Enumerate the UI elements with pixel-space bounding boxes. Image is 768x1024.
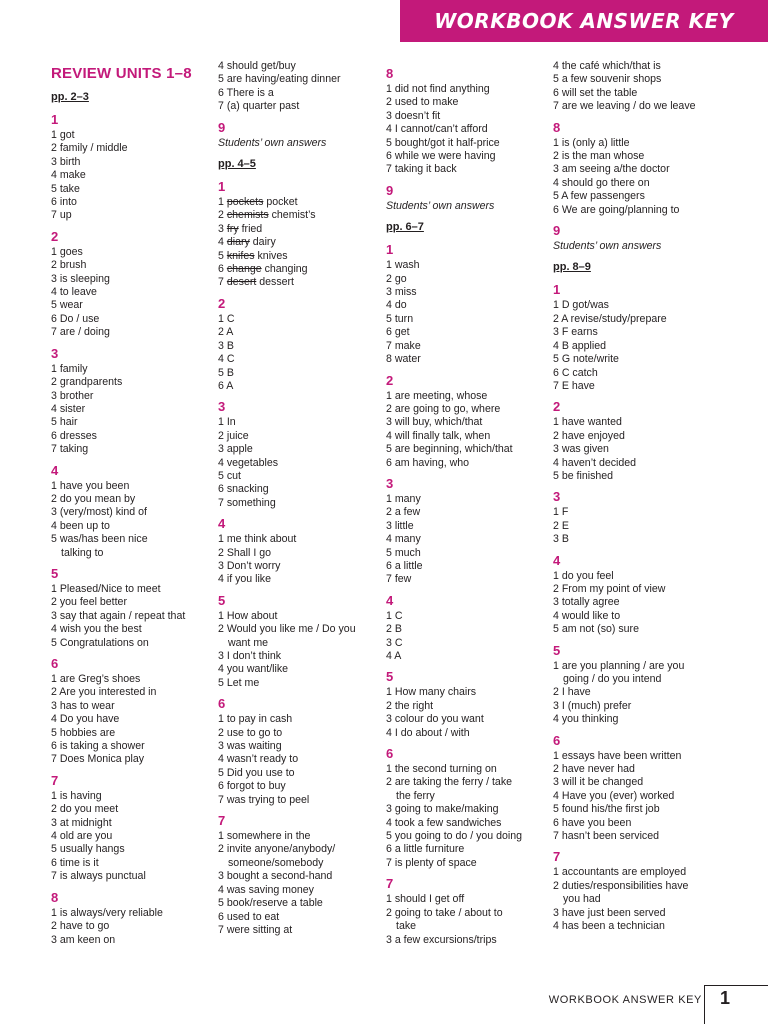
answer-item: 5 usually hangs [51,843,125,856]
exercise-number: 1 [553,282,561,298]
answer-item: 4 should go there on [553,176,650,189]
answer-item: 2 go [386,272,407,285]
answer-item: 4 took a few sandwiches [386,816,502,829]
answer-item: 2 use to go to [218,726,283,739]
answer-item: 7 E have [553,379,595,392]
answer-item: 4 old are you [51,830,113,843]
answer-item: 5 wear [51,299,83,312]
page-range-heading: pp. 2–3 [51,91,89,103]
answer-item: 4 Do you have [51,713,120,726]
answer-item: 4 do [386,299,407,312]
exercise-number: 6 [553,732,561,748]
answer-item: 4 Have you (ever) worked [553,789,675,802]
answer-item: 6 am having, who [386,456,470,469]
answer-item: 4 should get/buy [218,60,296,72]
exercise-number: 7 [553,849,561,865]
exercise-number: 1 [386,242,394,258]
exercise-number: 2 [51,228,59,244]
answer-item: 2 the right [386,699,434,712]
answer-item: 1 did not find anything [386,83,490,95]
exercise-number: 2 [553,399,561,415]
answer-item: 2 you feel better [51,596,127,609]
answer-item: 5 Congratulations on [51,636,149,649]
answer-item: 2 do you meet [51,803,119,816]
answer-item: 2 A [218,326,234,339]
answer-item: 5 take [51,182,80,195]
answer-item: 6 There is a [218,86,274,99]
answer-item: 6 used to eat [218,910,280,923]
answer-continuation: take [396,920,417,933]
exercise-number: 9 [386,182,394,198]
answer-item: 5 am not (so) sure [553,623,639,636]
answer-item: 1 is always/very reliable [51,906,163,919]
answer-item: 3 have just been served [553,906,666,919]
exercise-number: 5 [218,592,226,608]
answer-item: 5 book/reserve a table [218,897,323,910]
struck-word: change [226,263,262,276]
answer-item: 5 much [386,546,421,559]
answer-item: 6 dresses [51,429,97,442]
answer-item: 1 is having [51,789,102,802]
exercise-number: 5 [553,642,561,658]
answer-item: 4 has been a technician [553,920,665,933]
answer-item: 4 I do about / with [386,726,470,739]
answer-item: 1 C [218,312,235,325]
answer-item: 6 forgot to buy [218,780,286,793]
answer-item: 3 birth [51,155,81,168]
answer-item: 6 have you been [553,816,632,829]
answer-item: 4 you thinking [553,713,619,726]
answer-item: 4 many [386,533,421,546]
answer-index: 7 [218,276,224,289]
answer-item: 1 essays have been written [553,749,682,762]
answer-item: 5 bought/got it half-price [386,136,500,149]
answer-continuation: going / do you intend [563,673,662,685]
header-banner [400,0,768,42]
answer-item: 7 (a) quarter past [218,100,300,113]
answer-item: 1 wash [386,259,420,272]
answer-item: 1 have wanted [553,416,622,429]
answer-item: 6 is taking a shower [51,740,145,753]
answer-index: 6 [218,263,224,276]
answer-item: 3 was waiting [218,740,282,753]
exercise-number: 6 [386,746,394,762]
answer-item: 4 to leave [51,286,97,299]
answer-column-4 [553,60,753,934]
corrected-word: changing [264,263,308,276]
answer-item: 3 bought a second-hand [218,870,333,883]
answer-continuation: the ferry [396,789,435,802]
answer-item: 6 into [51,196,77,209]
answer-item: 3 B [553,533,569,546]
answer-continuation: talking to [61,546,104,559]
answer-item: 6 will set the table [553,86,638,99]
answer-item: 1 F [553,506,569,519]
answer-index: 2 [218,209,224,222]
answer-item: 1 have you been [51,479,130,492]
answer-correction [218,209,380,222]
answer-item: 7 taking [51,443,89,456]
answer-item: 3 I don’t think [218,650,282,662]
struck-word: fry [226,222,239,235]
answer-item: 1 somewhere in the [218,830,311,843]
answer-column-2 [218,60,380,937]
answer-item: 1 How many chairs [386,686,477,699]
answer-item: 7 was trying to peel [218,793,310,806]
answer-item: 2 going to take / about to [386,906,503,919]
corrected-word: knives [257,249,288,262]
answer-item: 5 turn [386,312,414,325]
answer-item: 3 am keen on [51,933,116,946]
exercise-number: 8 [553,119,561,135]
answer-item: 4 been up to [51,519,110,532]
answer-item: 6 while we were having [386,150,496,163]
answer-item: 1 to pay in cash [218,713,293,726]
exercise-number: 3 [386,475,394,491]
answer-item: 8 water [386,353,421,366]
answer-note: Students’ own answers [218,136,327,149]
answer-item: 6 get [386,326,410,339]
answer-item: 4 wasn’t ready to [218,753,299,766]
answer-item: 7 are / doing [51,326,110,339]
answer-item: 7 hasn’t been serviced [553,830,660,843]
corrected-word: dessert [259,276,295,289]
answer-item: 5 cut [218,469,241,482]
answer-continuation: you had [563,893,601,906]
answer-item: 1 family [51,362,88,375]
footer-label: WORKBOOK ANSWER KEY [548,994,702,1006]
struck-word: diary [226,236,250,249]
exercise-number: 3 [553,489,561,505]
answer-column-3 [386,60,548,947]
answer-item: 7 something [218,496,276,509]
answer-correction [218,236,380,249]
page-number: 1 [720,988,731,1008]
answer-item: 4 vegetables [218,456,279,469]
answer-item: 4 B applied [553,339,607,352]
exercise-number: 4 [218,516,226,532]
exercise-number: 2 [218,295,226,311]
answer-item: 2 invite anyone/anybody/ [218,843,336,856]
answer-item: 2 are taking the ferry / take [386,776,513,789]
answer-index: 1 [218,196,224,209]
answer-item: 2 Shall I go [218,546,272,559]
answer-item: 2 brush [51,259,87,272]
answer-item: 2 juice [218,429,249,442]
answer-correction [218,223,380,236]
footer-divider-top [704,985,768,986]
page-range-heading: pp. 4–5 [218,158,256,171]
answer-item: 6 We are going/planning to [553,203,680,216]
exercise-number: 5 [51,565,59,581]
struck-word: knifes [226,249,255,262]
answer-item: 3 (very/most) kind of [51,506,147,519]
answer-note: Students’ own answers [386,199,495,212]
answer-item: 7 Does Monica play [51,753,145,766]
answer-item: 6 Do / use [51,312,100,325]
answer-item: 3 apple [218,443,253,456]
answer-item: 2 a few [386,506,421,519]
answer-item: 2 are going to go, where [386,402,501,415]
answer-item: 5 A few passengers [553,190,645,203]
exercise-number: 6 [218,696,226,712]
answer-item: 2 I have [553,686,591,699]
answer-correction [218,276,380,289]
page-range-heading: pp. 6–7 [386,221,424,234]
answer-item: 3 F earns [553,326,598,339]
answer-item: 6 A [218,379,234,392]
answer-item: 4 C [218,353,235,366]
answer-item: 4 was saving money [218,883,314,896]
answer-item: 7 up [51,209,72,222]
answer-item: 7 make [386,339,421,352]
answer-item: 1 me think about [218,533,297,546]
answer-item: 5 was/has been nice [51,533,148,546]
exercise-number: 4 [51,462,59,478]
answer-index: 3 [218,222,224,235]
answer-item: 6 time is it [51,856,99,869]
answer-item: 4 if you like [218,573,271,586]
answer-item: 3 has to wear [51,699,115,712]
answer-item: 3 doesn’t fit [386,109,441,122]
exercise-number: 8 [386,66,394,81]
answer-item: 5 be finished [553,469,614,482]
answer-item: 1 got [51,129,75,141]
exercise-number: 3 [218,399,226,415]
answer-item: 4 you want/like [218,663,289,676]
corrected-word: dairy [252,236,276,249]
answer-item: 5 hobbies are [51,726,116,739]
answer-column-1 [51,60,211,947]
answer-item: 7 taking it back [386,163,457,176]
answer-item: 4 would like to [553,609,621,622]
answer-item: 3 little [386,519,414,532]
answer-item: 7 is always punctual [51,870,146,883]
answer-item: 3 a few excursions/trips [386,933,497,946]
answer-item: 3 say that again / repeat that [51,609,186,622]
answer-item: 2 Are you interested in [51,686,157,699]
answer-item: 6 snacking [218,483,269,496]
answer-item: 4 sister [51,402,86,415]
answer-item: 1 many [386,492,421,505]
exercise-number: 3 [51,345,59,361]
exercise-number: 1 [51,112,59,127]
answer-item: 5 you going to do / you doing [386,830,523,843]
answer-item: 3 I (much) prefer [553,699,632,712]
answer-item: 4 haven’t decided [553,456,637,469]
answer-correction [218,250,380,263]
answer-item: 2 A revise/study/prepare [553,312,667,325]
exercise-number: 6 [51,656,59,671]
answer-item: 3 going to make/making [386,803,499,816]
answer-item: 5 Did you use to [218,766,295,779]
answer-item: 5 G note/write [553,353,619,366]
answer-item: 4 wish you the best [51,623,142,636]
corrected-word: fried [241,222,263,235]
answer-item: 2 have to go [51,920,110,933]
answer-item: 3 will it be changed [553,776,644,789]
struck-word: desert [226,276,257,289]
page-range-heading: pp. 8–9 [553,261,591,274]
answer-item: 1 Pleased/Nice to meet [51,582,161,595]
answer-item: 4 I cannot/can’t afford [386,123,488,136]
answer-item: 5 are beginning, which/that [386,443,513,456]
answer-item: 3 am seeing a/the doctor [553,163,670,176]
answer-correction [218,196,380,209]
answer-item: 1 are you planning / are you [553,659,685,672]
answer-item: 6 a little [386,559,423,572]
answer-index: 4 [218,236,224,249]
answer-item: 1 accountants are employed [553,866,687,879]
answer-item: 3 was given [553,443,609,456]
answer-item: 2 family / middle [51,142,128,155]
answer-item: 1 the second turning on [386,763,497,776]
footer-divider [704,985,705,1024]
answer-index: 5 [218,249,224,262]
answer-item: 7 is plenty of space [386,856,477,869]
answer-correction [218,263,380,276]
answer-item: 2 From my point of view [553,582,666,595]
exercise-number: 7 [218,813,226,829]
answer-item: 5 B [218,366,234,379]
answer-item: 2 have never had [553,763,635,776]
answer-item: 3 is sleeping [51,272,110,285]
answer-item: 1 D got/was [553,299,609,312]
section-title: REVIEW UNITS 1–8 [51,65,192,82]
answer-item: 1 is (only a) little [553,136,630,149]
answer-item: 2 is the man whose [553,150,645,163]
exercise-number: 7 [386,876,394,892]
answer-item: 1 How about [218,609,278,622]
answer-item: 4 will finally talk, when [386,429,491,442]
answer-item: 3 B [218,339,234,352]
answer-item: 3 at midnight [51,816,112,829]
exercise-number: 9 [553,223,561,239]
answer-note: Students’ own answers [553,240,662,253]
answer-item: 3 brother [51,389,94,402]
answer-item: 2 E [553,519,569,532]
answer-item: 1 should I get off [386,893,465,906]
answer-item: 4 the café which/that is [553,60,661,72]
answer-item: 2 have enjoyed [553,429,625,442]
answer-item: 7 few [386,573,412,586]
answer-item: 2 used to make [386,96,459,109]
banner-title: WORKBOOK ANSWER KEY [434,9,734,33]
answer-item: 6 a little furniture [386,843,465,856]
exercise-number: 8 [51,889,59,905]
answer-item: 1 are Greg’s shoes [51,673,141,685]
answer-item: 4 make [51,169,86,182]
answer-item: 6 C catch [553,366,598,379]
answer-item: 5 Let me [218,676,260,689]
answer-item: 1 C [386,609,403,622]
answer-item: 5 hair [51,416,78,429]
answer-item: 2 grandparents [51,376,123,389]
answer-continuation: someone/somebody [228,856,324,869]
answer-item: 5 found his/the first job [553,803,660,816]
exercise-number: 4 [386,592,394,608]
answer-item: 5 a few souvenir shops [553,73,662,86]
answer-item: 3 will buy, which/that [386,416,483,429]
answer-item: 7 were sitting at [218,923,293,936]
answer-item: 3 totally agree [553,596,620,609]
answer-item: 4 A [386,650,402,662]
exercise-number: 1 [218,179,226,195]
answer-item: 1 do you feel [553,569,614,582]
answer-item: 5 are having/eating dinner [218,73,341,86]
exercise-number: 2 [386,372,394,388]
answer-item: 3 colour do you want [386,713,484,726]
exercise-number: 9 [218,119,226,135]
answer-item: 2 do you mean by [51,492,136,505]
answer-continuation: want me [228,636,269,649]
answer-item: 2 Would you like me / Do you [218,623,356,636]
exercise-number: 5 [386,669,394,685]
answer-item: 7 are we leaving / do we leave [553,100,696,113]
corrected-word: chemist’s [271,209,316,222]
struck-word: chemists [226,209,269,222]
answer-item: 2 duties/responsibilities have [553,879,689,892]
corrected-word: pocket [266,196,298,209]
exercise-number: 7 [51,772,59,788]
answer-item: 1 In [218,416,236,429]
exercise-number: 4 [553,552,561,568]
answer-item: 3 miss [386,286,417,299]
answer-item: 3 C [386,636,403,649]
answer-item: 3 Don’t worry [218,559,281,572]
answer-item: 2 B [386,623,402,636]
struck-word: pockets [226,196,264,209]
answer-item: 1 are meeting, whose [386,389,488,402]
answer-item: 1 goes [51,245,83,258]
